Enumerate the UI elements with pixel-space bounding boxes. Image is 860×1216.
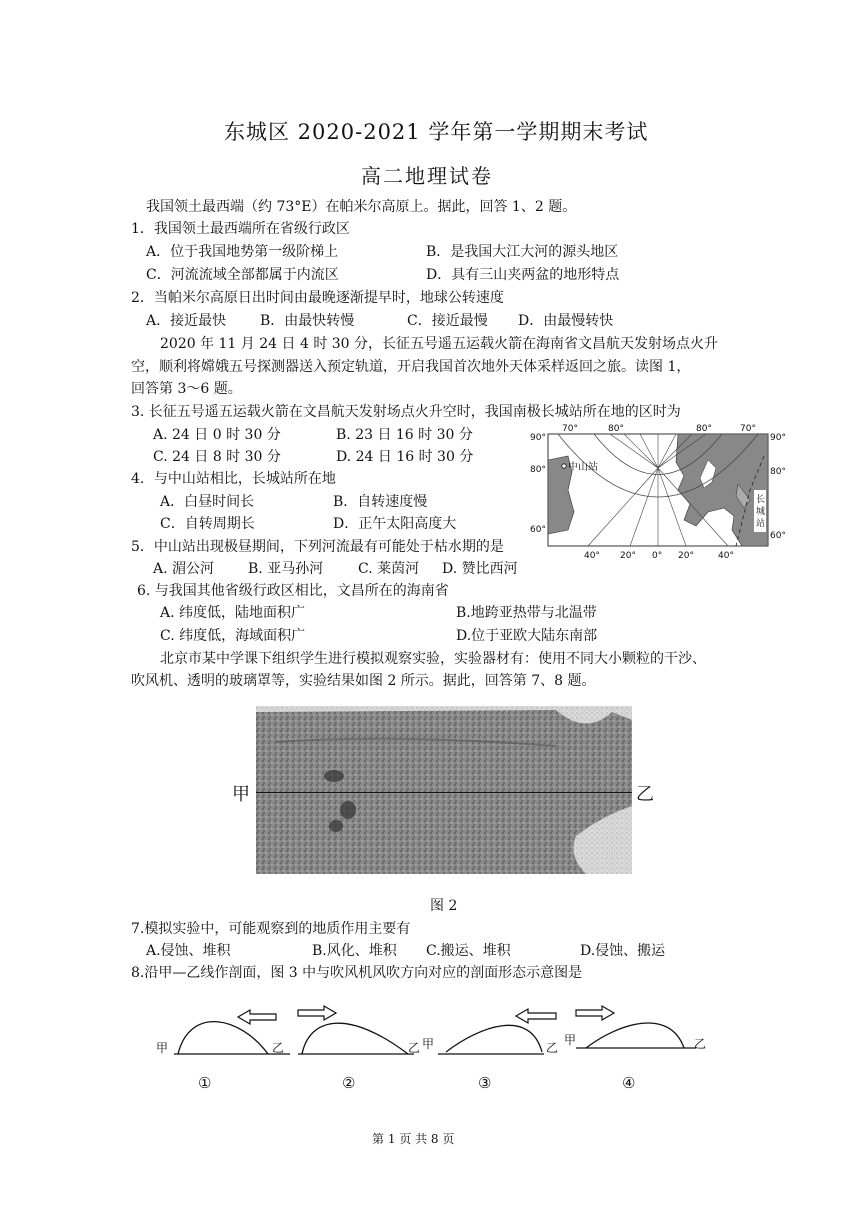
map-top-label-3: 80° [696,424,712,434]
map-top-label-2: 80° [608,424,624,434]
intro-text-3-line1: 北京市某中学课下组织学生进行模拟观察实验，实验器材有：使用不同大小颗粒的干沙、 [160,651,706,667]
q3-option-c: C. 24 日 8 时 30 分 [153,449,281,465]
q3-option-d: D. 24 日 16 时 30 分 [336,449,474,465]
q4-option-a: A．白昼时间长 [160,494,255,510]
station-changcheng-label-3: 站 [756,519,766,529]
q6-option-d: D.位于亚欧大陆东南部 [456,628,598,644]
map-right-label-1: 90° [770,433,786,443]
fig3-1-jia: 甲 [156,1041,169,1055]
fig3-num-2: ② [342,1076,356,1092]
antarctic-map [528,420,788,570]
station-zhongshan-label: 中山站 [568,462,598,473]
q6-option-b: B.地跨亚热带与北温带 [456,605,597,621]
question-7: 7.模拟实验中，可能观察到的地质作用主要有 [131,921,411,937]
fig3-4-jia: 甲 [564,1033,577,1047]
section-line-jia-yi [256,792,632,793]
station-changcheng-label-1: 长 [756,495,766,505]
q4-option-d: D．正午太阳高度大 [333,516,457,532]
page-title: 东城区 2020-2021 学年第一学期期末考试 [224,120,649,144]
map-left-label-3: 60° [530,525,546,535]
map-bottom-label-2: 20° [620,551,636,561]
intro-text-2-line3: 回答第 3～6 题。 [131,381,242,397]
q1-option-b: B．是我国大江大河的源头地区 [426,244,619,260]
q4-option-c: C．自转周期长 [160,516,255,532]
profile-diagrams [150,996,710,1096]
map-top-label-1: 70° [562,424,578,434]
q1-option-c: C．河流流域全部都属于内流区 [146,267,339,283]
fig3-3-jia: 甲 [422,1037,435,1051]
fig2-caption: 图 2 [430,898,458,914]
q7-option-d: D.侵蚀、搬运 [580,943,666,959]
fig3-3-yi: 乙 [546,1041,559,1055]
intro-text-1: 我国领土最西端（约 73°E）在帕米尔高原上。据此，回答 1、2 题。 [146,199,577,215]
page-footer: 第 1 页 共 8 页 [372,1132,455,1146]
map-right-label-3: 60° [770,531,786,541]
map-bottom-label-1: 40° [584,551,600,561]
map-left-label-2: 80° [530,465,546,475]
fig3-4-yi: 乙 [694,1037,707,1051]
q2-option-a: A．接近最快 [146,313,227,329]
sand-experiment-photo [256,706,632,874]
q2-option-c: C．接近最慢 [407,313,488,329]
map-bottom-label-5: 40° [718,551,734,561]
q6-option-c: C. 纬度低，海域面积广 [160,628,306,644]
q7-option-a: A.侵蚀、堆积 [146,943,231,959]
q7-option-c: C.搬运、堆积 [426,943,511,959]
map-bottom-label-4: 20° [678,551,694,561]
intro-text-3-line2: 吹风机、透明的玻璃罩等，实验结果如图 2 所示。据此，回答第 7、8 题。 [131,673,596,689]
question-3: 3. 长征五号遥五运载火箭在文昌航天发射场点火升空时，我国南极长城站所在地的区时为 [131,404,681,420]
map-left-label-1: 90° [530,433,546,443]
q7-option-b: B.风化、堆积 [312,943,397,959]
q5-option-c: C. 莱茵河 [358,561,420,577]
intro-text-2-line2: 空，顺利将嫦娥五号探测器送入预定轨道，开启我国首次地外天体采样返回之旅。读图 1， [131,359,691,375]
fig3-num-3: ③ [478,1076,492,1092]
q1-option-a: A．位于我国地势第一级阶梯上 [146,244,339,260]
map-bottom-label-3: 0° [652,551,663,561]
q3-option-a: A. 24 日 0 时 30 分 [153,427,281,443]
question-5: 5．中山站出现极昼期间，下列河流最有可能处于枯水期的是 [131,539,504,555]
q3-option-b: B. 23 日 16 时 30 分 [336,427,473,443]
q5-option-a: A. 湄公河 [153,561,215,577]
q2-option-d: D．由最慢转快 [518,313,614,329]
question-1: 1．我国领土最西端所在省级行政区 [131,221,350,237]
map-right-label-2: 80° [770,467,786,477]
question-4: 4．与中山站相比，长城站所在地 [131,471,336,487]
map-top-label-4: 70° [740,424,756,434]
page-subtitle: 高二地理试卷 [361,164,493,188]
fig3-num-4: ④ [622,1076,636,1092]
fig3-2-yi: 乙 [408,1041,421,1055]
q5-option-d: D. 赞比西河 [442,561,518,577]
question-8: 8.沿甲—乙线作剖面，图 3 中与吹风机风吹方向对应的剖面形态示意图是 [131,965,583,981]
q1-option-d: D．具有三山夹两盆的地形特点 [426,267,620,283]
intro-text-2-line1: 2020 年 11 月 24 日 4 时 30 分，长征五号遥五运载火箭在海南省文昌航天发射场点火升 [160,336,719,352]
station-changcheng-label-2: 城 [756,507,766,517]
question-6: 6. 与我国其他省级行政区相比，文昌所在的海南省 [137,583,449,599]
q5-option-b: B. 亚马孙河 [248,561,324,577]
q6-option-a: A. 纬度低，陆地面积广 [160,605,306,621]
q2-option-b: B．由最快转慢 [260,313,355,329]
fig2-label-jia: 甲 [232,784,250,805]
q4-option-b: B．自转速度慢 [333,494,428,510]
fig2-label-yi: 乙 [636,784,654,805]
fig3-num-1: ① [198,1076,212,1092]
fig3-1-yi: 乙 [272,1041,285,1055]
question-2: 2．当帕米尔高原日出时间由最晚逐渐提早时，地球公转速度 [131,290,504,306]
